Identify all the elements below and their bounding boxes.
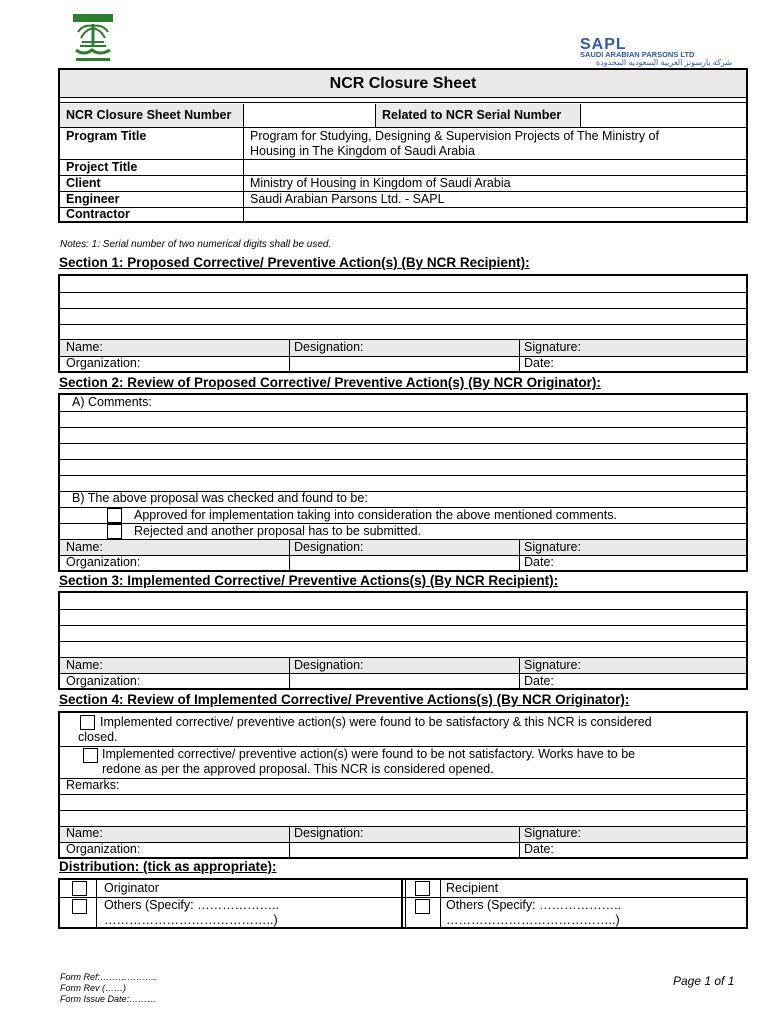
s1-date-label: Date: (524, 356, 554, 370)
distribution-originator-checkbox[interactable] (72, 881, 87, 896)
not-satisfactory-checkbox[interactable] (83, 748, 98, 763)
related-serial-field[interactable] (581, 104, 746, 128)
s4-organization-label: Organization: (66, 842, 141, 856)
not-satisfactory-option-line-2: redone as per the approved proposal. This NCR is considered opened. (102, 762, 494, 776)
engineer-label: Engineer (60, 192, 244, 208)
rejected-option-label: Rejected and another proposal has to be submitted. (134, 524, 421, 538)
sheet-number-label: NCR Closure Sheet Number (60, 104, 244, 128)
distribution-box (58, 878, 748, 929)
section-3-box (58, 591, 748, 690)
s3-organization-label: Organization: (66, 674, 141, 688)
program-title-line-1: Program for Studying, Designing & Supervision Projects of The Ministry of (250, 129, 659, 143)
header-table (58, 68, 748, 223)
not-satisfactory-option-line-1: Implemented corrective/ preventive action(s) were found to be not satisfactory. Works have to be (102, 747, 636, 761)
contractor-label: Contractor (60, 208, 244, 221)
s2-signature-label: Signature: (524, 540, 581, 554)
form-ref: Form Ref:………………. (60, 972, 157, 982)
remarks-label: Remarks: (66, 778, 120, 792)
sapl-logo-arabic: شركة بارسونز العربية السعودية المحدودة (595, 58, 732, 67)
client-label: Client (60, 176, 244, 192)
section-3-title: Section 3: Implemented Corrective/ Preventive Actions(s) (By NCR Recipient): (59, 573, 559, 588)
comments-label: A) Comments: (72, 395, 152, 409)
distribution-others-right-checkbox[interactable] (415, 899, 430, 914)
approved-checkbox[interactable] (107, 508, 122, 523)
s3-signature-label: Signature: (524, 658, 581, 672)
sapl-logo-subtitle: SAUDI ARABIAN PARSONS LTD (580, 50, 695, 59)
page-number: Page 1 of 1 (673, 974, 735, 988)
sapl-logo-text: SAPL (580, 36, 627, 53)
s3-name-label: Name: (66, 658, 103, 672)
engineer-value: Saudi Arabian Parsons Ltd. - SAPL (244, 192, 746, 208)
s2-designation-label: Designation: (294, 540, 364, 554)
distribution-others-left-line-2: …………………………………..) (104, 913, 278, 927)
form-info (60, 972, 157, 1005)
distribution-others-left-line-1: Others (Specify: ……………….. (104, 898, 280, 912)
distribution-others-left-checkbox[interactable] (72, 899, 87, 914)
s4-name-label: Name: (66, 826, 103, 840)
sapl-logo (580, 36, 732, 68)
section-1-title: Section 1: Proposed Corrective/ Preventive Action(s) (By NCR Recipient): (59, 255, 530, 270)
project-title-label: Project Title (60, 160, 244, 176)
approved-option-label: Approved for implementation taking into consideration the above mentioned comments. (134, 508, 617, 522)
satisfactory-option-line-2: closed. (78, 730, 118, 744)
s4-designation-label: Designation: (294, 826, 364, 840)
section-2-title: Section 2: Review of Proposed Corrective/ Preventive Action(s) (By NCR Originator): (59, 375, 601, 390)
distribution-recipient-label: Recipient (446, 881, 499, 895)
satisfactory-checkbox[interactable] (80, 715, 95, 730)
section-4-title: Section 4: Review of Implemented Corrective/ Preventive Actions(s) (By NCR Originator): (59, 692, 630, 707)
proposal-label: B) The above proposal was checked and found to be: (72, 491, 368, 505)
program-title-value (244, 128, 746, 160)
distribution-originator-label: Originator (104, 881, 159, 895)
form-issue-date: Form Issue Date:……… (60, 994, 157, 1004)
distribution-others-right-line-1: Others (Specify: ……………….. (446, 898, 622, 912)
distribution-others-right-line-2: …………………………………..) (446, 913, 620, 927)
distribution-title: Distribution: (tick as appropriate): (59, 859, 277, 874)
s3-designation-label: Designation: (294, 658, 364, 672)
notes: Notes: 1: Serial number of two numerical digits shall be used. (60, 239, 332, 250)
s1-name-label: Name: (66, 340, 103, 354)
section-2-box (58, 393, 748, 572)
project-title-field[interactable] (244, 160, 746, 176)
form-rev: Form Rev (……) (60, 983, 126, 993)
rejected-checkbox[interactable] (107, 524, 122, 539)
program-title-label: Program Title (60, 128, 244, 160)
section-4-box (58, 711, 748, 859)
page-title: NCR Closure Sheet (60, 70, 746, 98)
s2-organization-label: Organization: (66, 555, 141, 569)
sakan-palm-logo-icon (70, 12, 116, 64)
s3-date-label: Date: (524, 674, 554, 688)
distribution-recipient-checkbox[interactable] (415, 881, 430, 896)
related-serial-label: Related to NCR Serial Number (376, 104, 581, 128)
s4-signature-label: Signature: (524, 826, 581, 840)
client-value: Ministry of Housing in Kingdom of Saudi Arabia (244, 176, 746, 192)
s4-date-label: Date: (524, 842, 554, 856)
satisfactory-option-line-1: Implemented corrective/ preventive action(s) were found to be satisfactory & this NCR is considered (100, 715, 652, 729)
s1-organization-label: Organization: (66, 356, 141, 370)
s1-designation-label: Designation: (294, 340, 364, 354)
s2-name-label: Name: (66, 540, 103, 554)
program-title-line-2: Housing in The Kingdom of Saudi Arabia (250, 143, 475, 158)
sheet-number-field[interactable] (244, 104, 376, 128)
s1-signature-label: Signature: (524, 340, 581, 354)
section-1-box (58, 274, 748, 373)
contractor-field[interactable] (244, 208, 746, 221)
sakan-logo (70, 12, 116, 64)
s2-date-label: Date: (524, 555, 554, 569)
